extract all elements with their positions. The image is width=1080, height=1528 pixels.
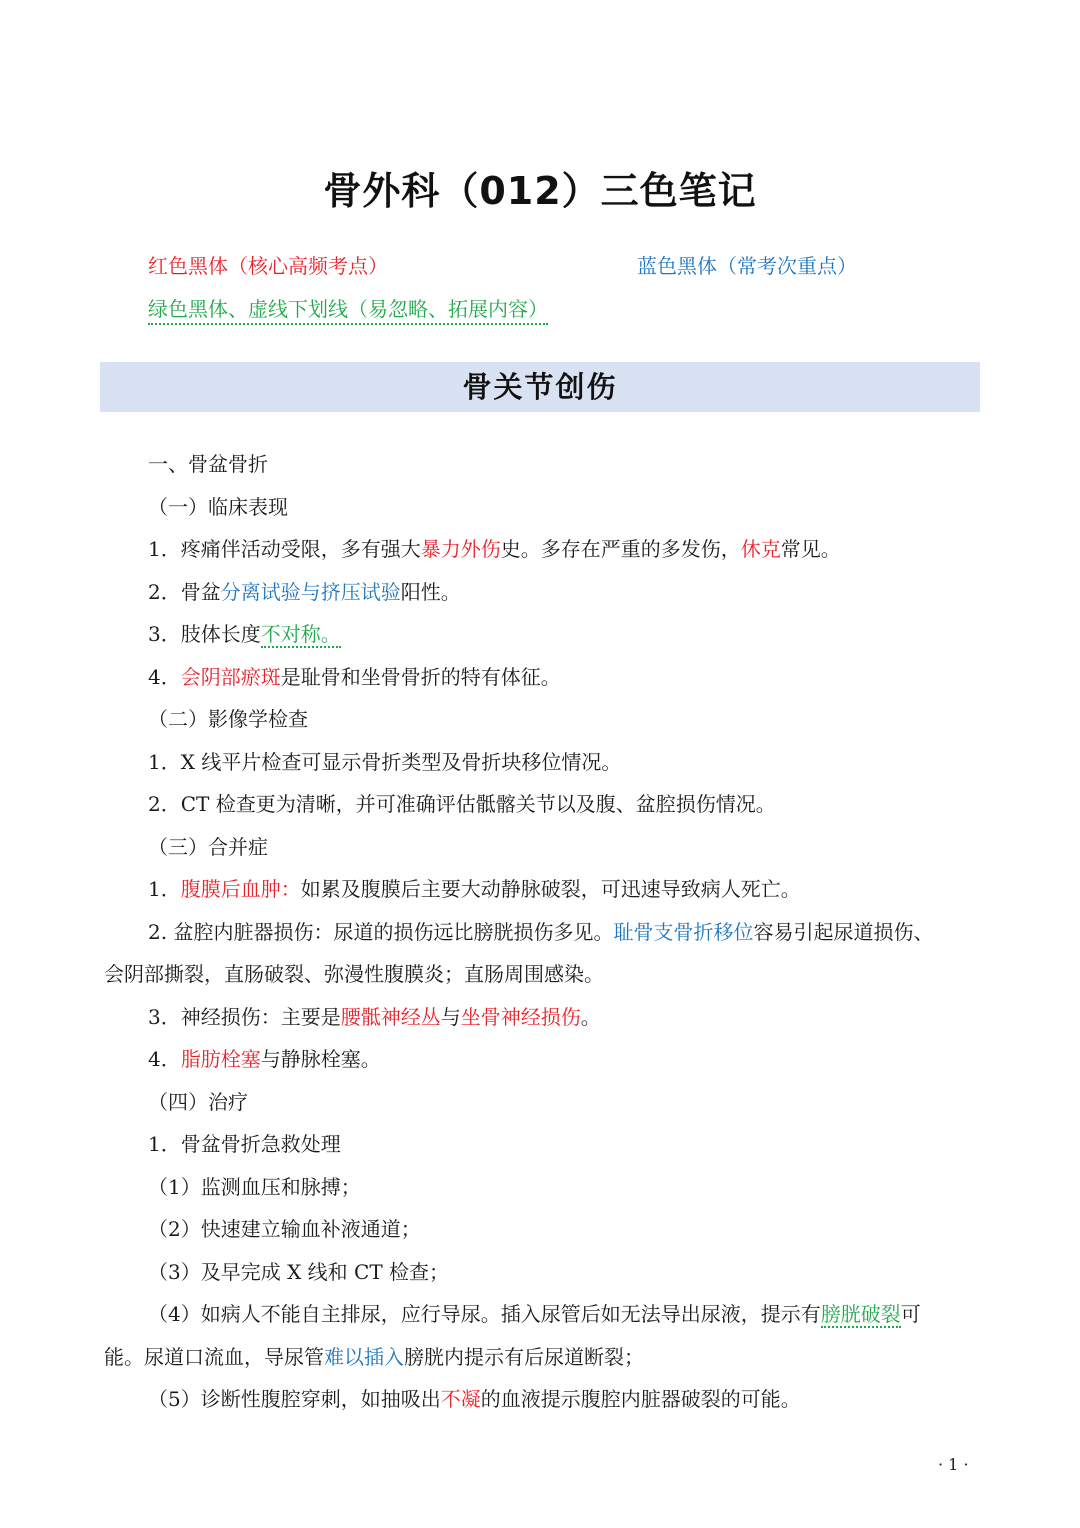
highlight-blue: 耻骨支骨折移位 xyxy=(613,919,754,944)
note-line xyxy=(0,663,1080,691)
note-text: （3）及早完成 X 线和 CT 检查； xyxy=(148,1259,450,1284)
note-text: 与 xyxy=(440,1004,461,1029)
section-banner xyxy=(100,362,980,412)
legend-blue: 蓝色黑体（常考次重点） xyxy=(637,254,857,278)
note-text: （5）诊断性腹腔穿刺，如抽吸出 xyxy=(148,1387,441,1411)
note-line xyxy=(0,493,1080,521)
legend-green: 绿色黑体、虚线下划线（易忽略、拓展内容） xyxy=(148,296,548,325)
note-text: 1．骨盆骨折急救处理 xyxy=(148,1132,341,1156)
note-line xyxy=(0,450,1080,478)
note-text: 。 xyxy=(580,1004,601,1029)
note-text: 4． xyxy=(148,1047,181,1071)
note-text: 膀胱内提示有后尿道断裂； xyxy=(404,1344,644,1369)
note-line xyxy=(0,578,1080,606)
note-text: 与静脉栓塞。 xyxy=(260,1047,381,1071)
note-line xyxy=(0,535,1080,563)
note-line xyxy=(0,1045,1080,1073)
note-text: 2. 盆腔内脏器损伤：尿道的损伤远比膀胱损伤多见。 xyxy=(148,919,614,944)
highlight-red: 会阴部瘀斑 xyxy=(180,664,281,689)
note-line xyxy=(0,1130,1080,1158)
page-title: 骨外科（012）三色笔记 xyxy=(323,169,757,213)
note-text: 如累及腹膜后主要大动静脉破裂，可迅速导致病人死亡。 xyxy=(300,877,801,901)
note-text: 可 xyxy=(900,1302,921,1326)
section-title: 骨关节创伤 xyxy=(462,370,618,404)
note-text: 史。多存在严重的多发伤， xyxy=(500,537,741,561)
note-text: 2．CT 检查更为清晰，并可准确评估骶髂关节以及腹、盆腔损伤情况。 xyxy=(148,792,776,816)
note-text: 会阴部撕裂，直肠破裂、弥漫性腹膜炎；直肠周围感染。 xyxy=(104,962,604,986)
note-text: 的血液提示腹腔内脏器破裂的可能。 xyxy=(480,1387,801,1411)
highlight-red: 腰骶神经丛 xyxy=(340,1004,441,1029)
note-text: 1．X 线平片检查可显示骨折类型及骨折块移位情况。 xyxy=(148,749,622,774)
note-line xyxy=(0,833,1080,861)
note-text: （2）快速建立输血补液通道； xyxy=(148,1217,421,1241)
note-text: （四）治疗 xyxy=(148,1089,248,1114)
note-line xyxy=(0,790,1080,818)
note-line xyxy=(0,620,1080,648)
highlight-red: 腹膜后血肿： xyxy=(180,877,301,901)
note-text: 是耻骨和坐骨骨折的特有体征。 xyxy=(280,664,561,689)
note-line xyxy=(0,1343,1080,1371)
note-text: 常见。 xyxy=(780,537,841,561)
highlight-blue: 难以插入 xyxy=(324,1344,404,1369)
highlight-red: 坐骨神经损伤 xyxy=(460,1004,581,1029)
note-text: （三）合并症 xyxy=(148,834,268,859)
note-line xyxy=(0,1003,1080,1031)
highlight-green: 不对称。 xyxy=(260,622,341,646)
note-text: 4． xyxy=(148,664,181,689)
highlight-blue: 分离试验与挤压试验 xyxy=(220,579,401,604)
note-line xyxy=(0,1258,1080,1286)
note-line xyxy=(0,1385,1080,1413)
highlight-green: 膀胱破裂 xyxy=(820,1302,901,1326)
highlight-red: 休克 xyxy=(740,537,781,561)
note-text: （4）如病人不能自主排尿，应行导尿。插入尿管后如无法导出尿液，提示有 xyxy=(148,1302,821,1326)
note-text: 1．疼痛伴活动受限，多有强大 xyxy=(148,537,421,561)
highlight-red: 不凝 xyxy=(440,1387,481,1411)
note-line xyxy=(0,1215,1080,1243)
note-text: （1）监测血压和脉搏； xyxy=(148,1174,361,1199)
note-text: 能。尿道口流血，导尿管 xyxy=(104,1344,324,1369)
note-text: 1． xyxy=(148,877,181,901)
note-line xyxy=(0,748,1080,776)
legend-red: 红色黑体（核心高频考点） xyxy=(148,254,388,278)
note-line xyxy=(0,1300,1080,1328)
note-line xyxy=(0,875,1080,903)
note-text: 一、骨盆骨折 xyxy=(148,452,268,476)
note-text: 容易引起尿道损伤、 xyxy=(753,919,934,944)
note-line xyxy=(0,960,1080,988)
note-text: 3．肢体长度 xyxy=(148,622,261,646)
highlight-red: 暴力外伤 xyxy=(420,537,501,561)
highlight-red: 脂肪栓塞 xyxy=(180,1047,261,1071)
note-text: （二）影像学检查 xyxy=(148,707,308,731)
note-line xyxy=(0,1173,1080,1201)
note-line xyxy=(0,918,1080,946)
note-line xyxy=(0,1088,1080,1116)
note-text: 3．神经损伤：主要是 xyxy=(148,1004,341,1029)
note-line xyxy=(0,705,1080,733)
page-number: · 1 · xyxy=(938,1455,969,1474)
note-text: （一）临床表现 xyxy=(148,494,288,519)
note-text: 阳性。 xyxy=(400,579,461,604)
note-text: 2．骨盆 xyxy=(148,579,221,604)
